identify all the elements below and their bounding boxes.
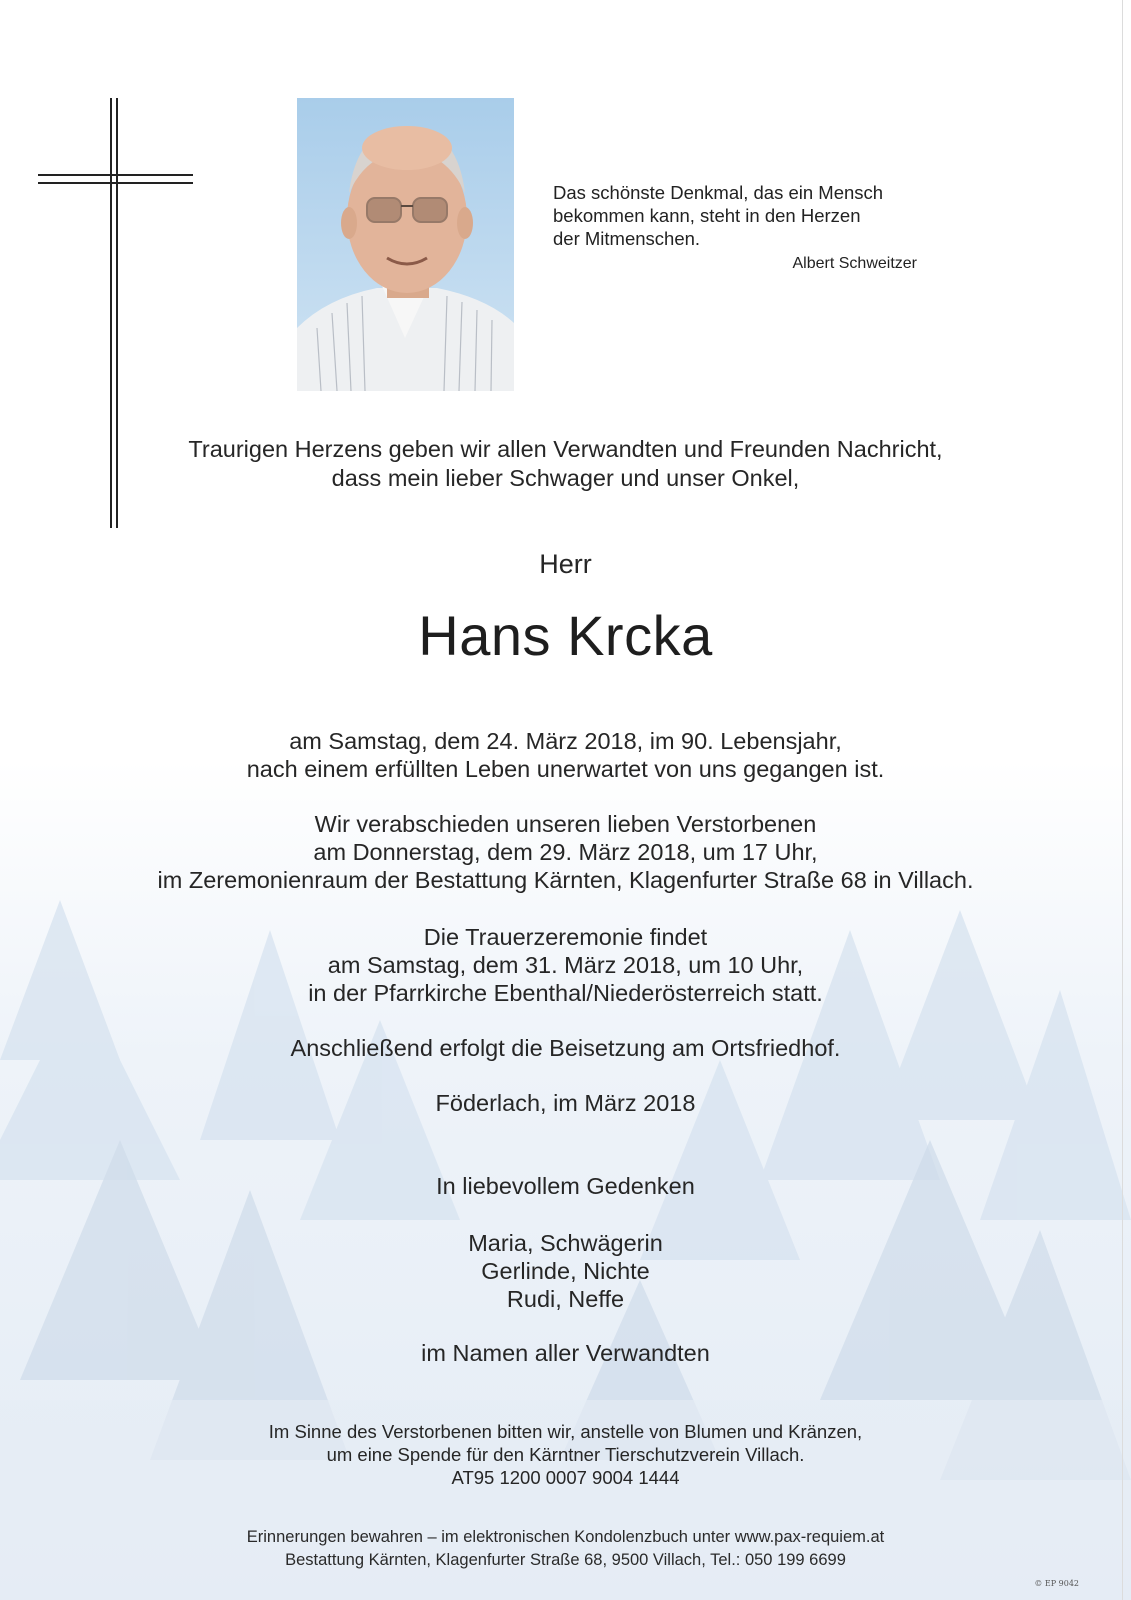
ceremony-line: in der Pfarrkirche Ebenthal/Niederösterreich statt. [308, 980, 823, 1006]
farewell-line: Wir verabschieden unseren lieben Verstorbenen [314, 811, 817, 837]
mourner-name: Gerlinde, Nichte [481, 1258, 650, 1284]
print-code: © EP 9042 [1034, 1579, 1079, 1588]
quote-line: der Mitmenschen. [553, 228, 701, 249]
quote-block [553, 181, 923, 275]
mourner-list [0, 1229, 1131, 1313]
intro-line: dass mein lieber Schwager und unser Onkel, [331, 465, 800, 491]
farewell-line: am Donnerstag, dem 29. März 2018, um 17 Uhr, [313, 839, 818, 865]
place-date: Föderlach, im März 2018 [435, 1090, 696, 1116]
mourning-footer: im Namen aller Verwandten [421, 1340, 710, 1366]
footer-line: Erinnerungen bewahren – im elektronischen Kondolenzbuch unter www.pax-requiem.at [246, 1528, 885, 1546]
farewell-notice [0, 810, 1131, 894]
donation-line: um eine Spende für den Kärntner Tierschutzverein Villach. [326, 1444, 805, 1465]
ceremony-line: Die Trauerzeremonie findet [423, 924, 708, 950]
donation-iban: AT95 1200 0007 9004 1444 [451, 1467, 680, 1488]
mourner-name: Rudi, Neffe [506, 1286, 625, 1312]
quote-author: Albert Schweitzer [792, 255, 917, 272]
salutation: Herr [539, 549, 592, 579]
funeral-home-footer [0, 1526, 1131, 1572]
intro-line: Traurigen Herzens geben wir allen Verwandten und Freunden Nachricht, [188, 436, 943, 462]
deceased-name: Hans Krcka [418, 604, 713, 667]
burial-notice: Anschließend erfolgt die Beisetzung am Ortsfriedhof. [290, 1035, 841, 1061]
portrait-photo [297, 98, 514, 391]
death-line: nach einem erfüllten Leben unerwartet von uns gegangen ist. [246, 756, 885, 782]
donation-line: Im Sinne des Verstorbenen bitten wir, anstelle von Blumen und Kränzen, [268, 1421, 863, 1442]
mourner-name: Maria, Schwägerin [468, 1230, 663, 1256]
death-line: am Samstag, dem 24. März 2018, im 90. Lebensjahr, [289, 728, 842, 754]
donation-request [0, 1420, 1131, 1489]
farewell-line: im Zeremonienraum der Bestattung Kärnten, Klagenfurter Straße 68 in Villach. [157, 867, 974, 893]
quote-line: Das schönste Denkmal, das ein Mensch [553, 182, 884, 203]
footer-line: Bestattung Kärnten, Klagenfurter Straße 68, 9500 Villach, Tel.: 050 199 6699 [285, 1551, 846, 1569]
intro-text [0, 435, 1131, 493]
quote-line: bekommen kann, steht in den Herzen [553, 205, 861, 226]
death-notice [0, 727, 1131, 783]
ceremony-line: am Samstag, dem 31. März 2018, um 10 Uhr, [327, 952, 804, 978]
mourning-title: In liebevollem Gedenken [436, 1173, 695, 1199]
ceremony-notice [0, 923, 1131, 1007]
